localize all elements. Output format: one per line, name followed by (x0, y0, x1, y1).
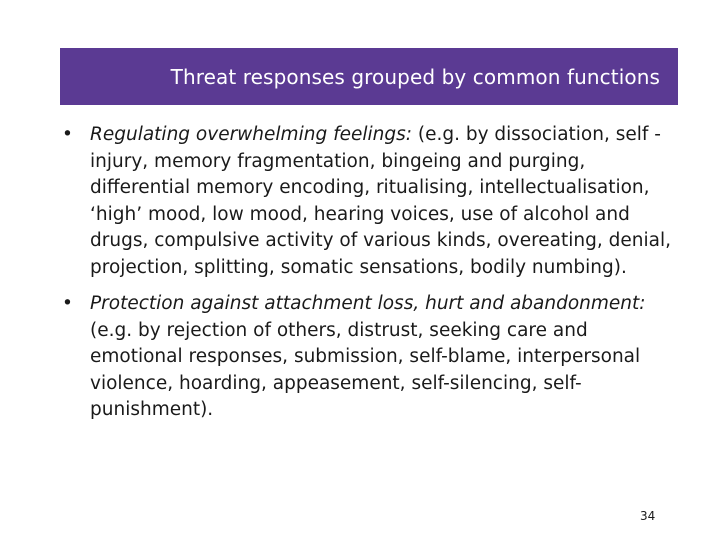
bullet-body-text: (e.g. by rejection of others, distrust, seeking care and emotional responses, submission, self-blame, interpersonal violence, hoarding, appeasement, self-silencing, self-punishment). (90, 319, 641, 420)
bullet-item-protection-attachment (60, 291, 680, 424)
page-number: 34 (640, 509, 656, 523)
bullet-item-regulating-feelings (60, 122, 680, 281)
slide-title: Threat responses grouped by common functions (170, 64, 660, 89)
title-bar (60, 48, 678, 105)
bullet-marker: • (62, 124, 73, 145)
bullet-marker: • (62, 293, 73, 314)
bullet-lead-text: Protection against attachment loss, hurt and abandonment: (90, 293, 646, 314)
bullet-lead-text: Regulating overwhelming feelings: (90, 124, 412, 145)
bullet-list (60, 122, 680, 434)
bullet-body-text: (e.g. by dissociation, self -injury, memory fragmentation, bingeing and purging, differential memory encoding, ritualising, intellectualisation, ‘high’ mood, low mood, hearing voices, use of alcohol and drugs, compulsive activity of various kinds, overeating, denial, projection, splitting, somatic sensations, bodily numbing). (90, 124, 671, 278)
